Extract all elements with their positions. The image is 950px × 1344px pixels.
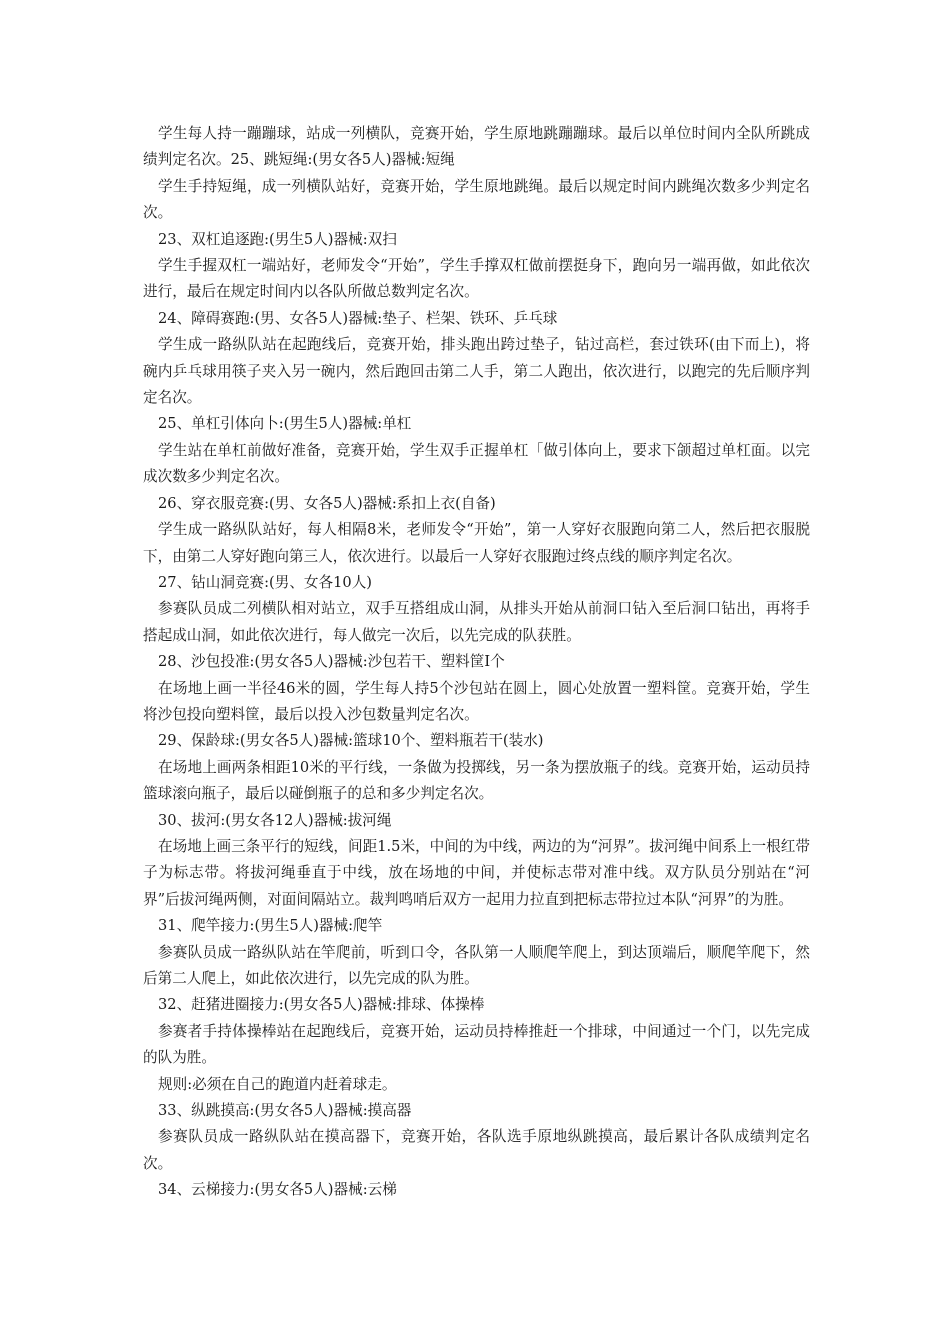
section-heading-27: 27、钻山洞竞赛:(男、女各10人) (158, 573, 372, 591)
section-heading-30: 30、拔河:(男女各12人)器械:拔河绳 (158, 811, 392, 829)
paragraph-1: 学生每人持一蹦蹦球，站成一列横队，竞赛开始，学生原地跳蹦蹦球。最后以单位时间内全队所跳成绩判定名次。25、跳短绳:(男女各5人)器械:短绳 (143, 125, 810, 169)
section-heading-26: 26、穿衣服竞赛:(男、女各5人)器械:系扣上衣(自备) (158, 494, 496, 512)
paragraph-27: 参赛队员成二列横队相对站立，双手互搭组成山洞，从排头开始从前洞口钻入至后洞口钻出，再将手搭起成山洞，如此依次进行，每人做完一次后，以先完成的队获胜。 (143, 600, 810, 644)
paragraph-32: 参赛者手持体操棒站在起跑线后，竞赛开始，运动员持棒推赶一个排球，中间通过一个门，以先完成的队为胜。 (143, 1022, 810, 1067)
paragraph-24: 学生成一路纵队站在起跑线后，竞赛开始，排头跑出跨过垫子，钻过高栏，套过铁环(由下而上)，将碗内乒乓球用筷子夹入另一碗内，然后跑回击第二人手，第二人跑出，依次进行，以跑完的先后顺序判定名次。 (143, 336, 810, 407)
section-heading-31: 31、爬竿接力:(男生5人)器械:爬竿 (158, 917, 383, 935)
section-heading-25: 25、单杠引体向卜:(男生5人)器械:单杠 (158, 415, 412, 433)
section-heading-29: 29、保龄球:(男女各5人)器械:篮球10个、塑料瓶若干(装水) (158, 732, 544, 750)
section-heading-32: 32、赶猪进圈接力:(男女各5人)器械:排球、体操棒 (158, 996, 485, 1014)
paragraph-30: 在场地上画三条平行的短线，间距1.5米，中间的为中线，两边的为“河界”。拔河绳中间系上一根红带子为标志带。将拔河绳垂直于中线，放在场地的中间，并使标志带对准中线。双方队员分别站在“河界”后拔河绳两侧，对面间隔站立。裁判鸣哨后双方一起用力拉直到把标志带拉过本队“河界”的为胜。 (143, 837, 810, 908)
paragraph-32-rule: 规则:必须在自己的跑道内赶着球走。 (158, 1075, 397, 1093)
paragraph-33: 参赛队员成一路纵队站在摸高器下，竞赛开始，各队选手原地纵跳摸高，最后累计各队成绩判定名次。 (143, 1128, 810, 1172)
section-heading-28: 28、沙包投准:(男女各5人)器械:沙包若干、塑料筐I个 (158, 653, 505, 671)
section-heading-34: 34、云梯接力:(男女各5人)器械:云梯 (158, 1181, 397, 1199)
section-heading-23: 23、双杠追逐跑:(男生5人)器械:双扫 (158, 230, 397, 248)
paragraph-28: 在场地上画一半径46米的圆，学生每人持5个沙包站在圆上，圆心处放置一塑料筐。竞赛开始，学生将沙包投向塑料筐，最后以投入沙包数量判定名次。 (143, 679, 810, 723)
paragraph-26: 学生成一路纵队站好，每人相隔8米，老师发令“开始”，第一人穿好衣服跑向第二人，然后把衣服脱下，由第二人穿好跑向第三人，依次进行。以最后一人穿好衣服跑过终点线的顺序判定名次。 (143, 521, 810, 565)
paragraph-25: 学生站在单杠前做好准备，竞赛开始，学生双手正握单杠「做引体向上，要求下颌超过单杠面。以完成次数多少判定名次。 (143, 441, 810, 486)
paragraph-23: 学生手握双杠一端站好，老师发令“开始”，学生手撑双杠做前摆挺身下，跑向另一端再做，如此依次进行，最后在规定时间内以各队所做总数判定名次。 (143, 257, 810, 301)
section-heading-24: 24、障碍赛跑:(男、女各5人)器械:垫子、栏架、铁环、乒乓球 (158, 309, 558, 327)
section-heading-33: 33、纵跳摸高:(男女各5人)器械:摸高器 (158, 1102, 412, 1120)
paragraph-2: 学生手持短绳，成一列横队站好，竞赛开始，学生原地跳绳。最后以规定时间内跳绳次数多少判定名次。 (143, 177, 810, 222)
paragraph-29: 在场地上画两条相距10米的平行线，一条做为投掷线，另一条为摆放瓶子的线。竞赛开始，运动员持篮球滚向瓶子，最后以碰倒瓶子的总和多少判定名次。 (143, 758, 810, 803)
paragraph-31: 参赛队员成一路纵队站在竿爬前，听到口令，各队第一人顺爬竿爬上，到达顶端后，顺爬竿爬下，然后第二人爬上，如此依次进行，以先完成的队为胜。 (143, 943, 810, 987)
